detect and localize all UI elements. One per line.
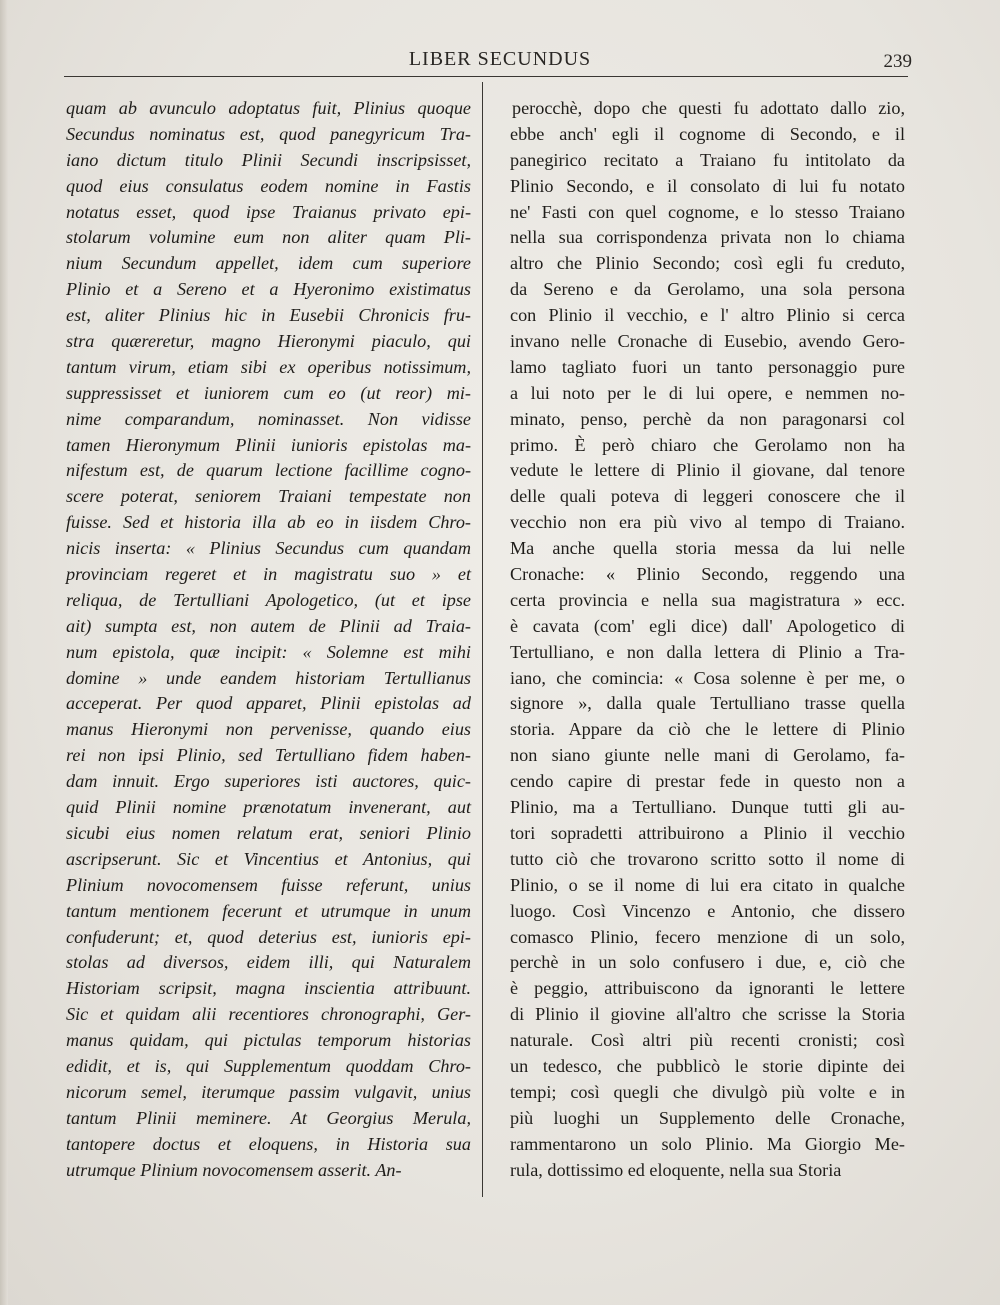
latin-text-line: reliqua, de Tertulliani Apologetico, (ut et ipse [66, 589, 471, 610]
italian-text-line: da Sereno e da Gerolamo, una sola persona [510, 279, 905, 300]
italian-text-line: rula, dottissimo ed eloquente, nella sua Storia [510, 1159, 842, 1180]
italian-text-line: nella sua corrispondenza privata non lo chiama [510, 227, 905, 248]
italian-text-line: luogo. Così Vincenzo e Antonio, che dissero [510, 900, 905, 921]
italian-text-line: iano, che comincia: « Cosa solenne è per me, o [510, 667, 905, 688]
latin-text-line: edidit, et is, qui Supplementum quoddam Chro- [66, 1055, 471, 1076]
latin-text-line: rei non ipsi Plinio, sed Tertulliano fidem haben- [66, 745, 471, 766]
latin-text-line: nium Secundum appellet, idem cum superiore [66, 253, 471, 274]
italian-text-line: di Plinio il giovine all'altro che scrisse la Storia [510, 1004, 905, 1025]
italian-text-line: ne' Fasti con quel cognome, e lo stesso Traiano [510, 201, 905, 222]
latin-text-line: tantum mentionem fecerunt et utrumque in unum [66, 900, 471, 921]
italian-text-line: comasco Plinio, fecero menzione di un solo, [510, 926, 905, 947]
latin-text-line: Plinio et a Sereno et a Hyeronimo existimatus [66, 279, 471, 300]
italian-text-line: lamo tagliato fuori un tanto personaggio pure [510, 356, 905, 377]
italian-text-line: invano nelle Cronache di Eusebio, avendo Gero- [510, 331, 905, 352]
italian-text-line: Cronache: « Plinio Secondo, reggendo una [510, 564, 905, 585]
italian-text-line: è peggio, attribuiscono da ignoranti le lettere [510, 978, 905, 999]
italian-text-line: cendo capire di prestar fede in questo non a [510, 771, 905, 792]
latin-text-line: quam ab avunculo adoptatus fuit, Plinius quoque [66, 98, 471, 118]
italian-text-line: perocchè, dopo che questi fu adottato dallo zio, [512, 98, 905, 118]
latin-text-line: quid Plinii nomine prænotatum invenerant, aut [66, 797, 471, 818]
latin-text-line: nime comparandum, nominasset. Non vidisse [66, 408, 471, 429]
latin-text-line: nifestum est, de quarum lectione facillime cogno- [66, 460, 471, 481]
latin-text-line: quod eius consulatus eodem nomine in Fastis [66, 175, 471, 196]
latin-text-line: Secundus nominatus est, quod panegyricum Tra- [66, 123, 471, 144]
italian-text-line: primo. È però chiaro che Gerolamo non ha [510, 434, 905, 455]
italian-text-line: Ma anche quella storia messa da lui nelle [510, 538, 905, 559]
latin-text-line: confuderunt; et, quod deterius est, iunioris epi- [66, 926, 471, 947]
latin-text-line: manus Hieronymi non pervenisse, quando eius [66, 719, 471, 740]
italian-text-line: storia. Appare da ciò che le lettere di Plinio [510, 719, 905, 740]
latin-text-line: stolarum volumine eum non aliter quam Pli- [66, 227, 471, 248]
italian-text-line: signore », dalla quale Tertulliano trasse quella [510, 693, 905, 714]
italian-text-line: minato, penso, perchè da non paragonarsi col [510, 408, 905, 429]
latin-text-line: manus quidam, qui pictulas temporum historias [66, 1030, 471, 1051]
italian-text-line: Plinio, o se il nome di lui era citato in qualche [510, 874, 905, 895]
latin-text-line: stolas ad diversos, eidem illi, qui Naturalem [66, 952, 471, 973]
italian-text-column [510, 96, 905, 1183]
page-number: 239 [883, 51, 912, 72]
italian-text-line: rammentarono un solo Plinio. Ma Giorgio Me- [510, 1133, 905, 1154]
latin-text-line: scere poterat, seniorem Traiani tempestate non [66, 486, 471, 507]
italian-text-line: vecchio non era più vivo al tempo di Traiano. [510, 512, 905, 533]
latin-text-line: sicubi eius nomen relatum erat, seniori Plinio [66, 822, 471, 843]
page-edge-shadow [0, 0, 8, 1305]
column-divider [482, 82, 483, 1197]
latin-text-line: Sic et quidam alii recentiores chronographi, Ger- [66, 1004, 471, 1025]
italian-text-line: con Plinio il vecchio, e l' altro Plinio si cerca [510, 305, 905, 326]
latin-text-line: domine » unde eandem historiam Tertullianus [66, 667, 471, 688]
italian-text-line: tori sopradetti attribuirono a Plinio il vecchio [510, 822, 905, 843]
latin-text-line: Plinium novocomensem fuisse referunt, unius [66, 874, 471, 895]
latin-text-line: ait) sumpta est, non autem de Plinii ad Traia- [66, 615, 471, 636]
italian-text-line: tutto ciò che trovarono scritto sotto il nome di [510, 848, 905, 869]
latin-text-line: tantum virum, etiam sibi ex operibus notissimum, [66, 356, 471, 377]
italian-text-line: altro che Plinio Secondo; così egli fu creduto, [510, 253, 905, 274]
italian-text-line: più luoghi un Supplemento delle Cronache, [510, 1107, 905, 1128]
italian-text-line: Tertulliano, e non dalla lettera di Plinio a Tra- [510, 641, 905, 662]
latin-text-line: tantum Plinii meminere. At Georgius Merula, [66, 1107, 471, 1128]
running-head-title: LIBER SECUNDUS [408, 48, 592, 70]
italian-text-line: naturale. Così altri più recenti cronisti; così [510, 1030, 905, 1051]
italian-text-line: non siano giunte nelle mani di Gerolamo, fa- [510, 745, 905, 766]
latin-text-line: acceperat. Per quod apparet, Plinii epistolas ad [66, 693, 471, 714]
latin-text-line: suppressisset et iuniorem cum eo (ut reor) mi- [66, 382, 471, 403]
latin-text-line: Historiam scripsit, magna inscientia attribuunt. [66, 978, 471, 999]
latin-text-line: provinciam regeret et in magistratu suo » et [66, 564, 471, 585]
italian-text-line: certa provincia e nella sua magistratura » ecc. [510, 589, 905, 610]
latin-text-line: nicorum semel, iterumque passim vulgavit, unius [66, 1081, 471, 1102]
latin-text-line: nicis inserta: « Plinius Secundus cum quandam [66, 538, 471, 559]
italian-text-line: delle quali poteva di leggeri conoscere che il [510, 486, 905, 507]
italian-text-line: a lui noto per le di lui opere, e nemmen no- [510, 382, 905, 403]
latin-text-column [66, 96, 471, 1183]
latin-text-line: stra quæreretur, magno Hieronymi piaculo, qui [66, 331, 471, 352]
italian-text-line: Plinio Secondo, e il consolato di lui fu notato [510, 175, 905, 196]
italian-text-line: panegirico recitato a Traiano fu intitolato da [510, 149, 905, 170]
latin-text-line: tamen Hieronymum Plinii iunioris epistolas ma- [66, 434, 471, 455]
latin-text-line: notatus esset, quod ipse Traianus privato epi- [66, 201, 471, 222]
latin-text-line: fuisse. Sed et historia illa ab eo in iisdem Chro- [66, 512, 471, 533]
latin-text-line: ascripserunt. Sic et Vincentius et Antonius, qui [66, 848, 471, 869]
latin-text-line: num epistola, quæ incipit: « Solemne est mihi [66, 641, 471, 662]
italian-text-line: ebbe anch' egli il cognome di Secondo, e il [510, 123, 905, 144]
latin-text-line: iano dictum titulo Plinii Secundi inscripsisset, [66, 149, 471, 170]
latin-text-line: est, aliter Plinius hic in Eusebii Chronicis fru- [66, 305, 471, 326]
latin-text-line: utrumque Plinium novocomensem asserit. An- [66, 1159, 402, 1180]
italian-text-line: tempi; così quegli che divulgò più volte e in [510, 1081, 905, 1102]
italian-text-line: Plinio, ma a Tertulliano. Dunque tutti gli au- [510, 797, 905, 818]
italian-text-line: è cavata (com' egli dice) dall' Apologetico di [510, 615, 905, 636]
header-rule [64, 76, 908, 77]
italian-text-line: perchè in un solo confusero i due, e, ciò che [510, 952, 905, 973]
latin-text-line: dam innuit. Ergo superiores isti auctores, quic- [66, 771, 471, 792]
italian-text-line: un tedesco, che pubblicò le storie dipinte dei [510, 1055, 905, 1076]
latin-text-line: tantopere doctus et eloquens, in Historia sua [66, 1133, 471, 1154]
italian-text-line: vedute le lettere di Plinio il giovane, dal tenore [510, 460, 905, 481]
